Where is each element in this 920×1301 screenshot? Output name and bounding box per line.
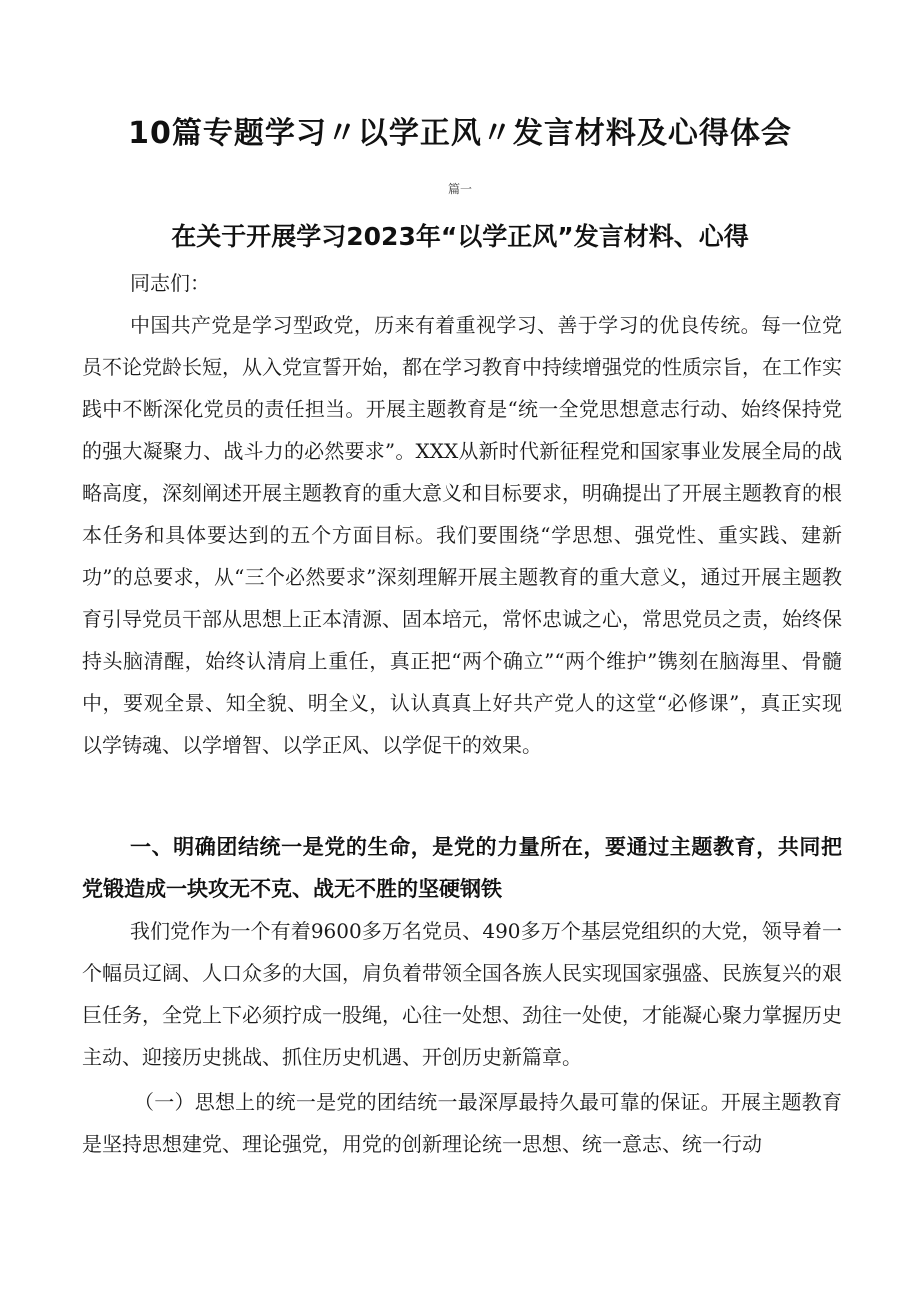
paragraph-2: 我们党作为一个有着9600多万名党员、490多万个基层党组织的大党，领导着一个幅员辽阔、人口众多的大国，肩负着带领全国各族人民实现国家强盛、民族复兴的艰巨任务，全党上下必须拧成一股绳，心往一处想、劲往一处使，才能凝心聚力掌握历史主动、迎接历史挑战、抓住历史机遇、开创历史新篇章。 [82,919,842,1069]
paragraph-3: （一）思想上的统一是党的团结统一最深厚最持久最可靠的保证。开展主题教育是坚持思想建党、理论强党，用党的创新理论统一思想、统一意志、统一行动 [82,1090,842,1156]
paragraph-1: 中国共产党是学习型政党，历来有着重视学习、善于学习的优良传统。每一位党员不论党龄长短，从入党宣誓开始，都在学习教育中持续增强党的性质宗旨，在工作实践中不断深化党员的责任担当。开展主题教育是“统一全党思想意志行动、始终保持党的强大凝聚力、战斗力的必然要求”。XXX从新时代新征程党和国家事业发展全局的战略高度，深刻阐述开展主题教育的重大意义和目标要求，明确提出了开展主题教育的根本任务和具体要达到的五个方面目标。我们要围绕“学思想、强党性、重实践、建新功”的总要求，从“三个必然要求”深刻理解开展主题教育的重大意义，通过开展主题教育引导党员干部从思想上正本清源、固本培元，常怀忠诚之心，常思党员之责，始终保持头脑清醒，始终认清肩上重任，真正把“两个确立”“两个维护”镌刻在脑海里、骨髓中，要观全景、知全貌、明全义，认认真真上好共产党人的这堂“必修课”，真正实现以学铸魂、以学增智、以学正风、以学促干的效果。 [82,313,842,757]
document-subtitle: 在关于开展学习2023年“以学正风”发言材料、心得 [171,222,749,251]
section-heading-1: 一、明确团结统一是党的生命，是党的力量所在，要通过主题教育，共同把党锻造成一块攻无不克、战无不胜的坚硬钢铁 [82,834,842,901]
salutation: 同志们： [130,271,210,295]
document-title: 10篇专题学习〃以学正风〃发言材料及心得体会 [128,116,792,151]
section-label: 篇一 [447,182,472,196]
